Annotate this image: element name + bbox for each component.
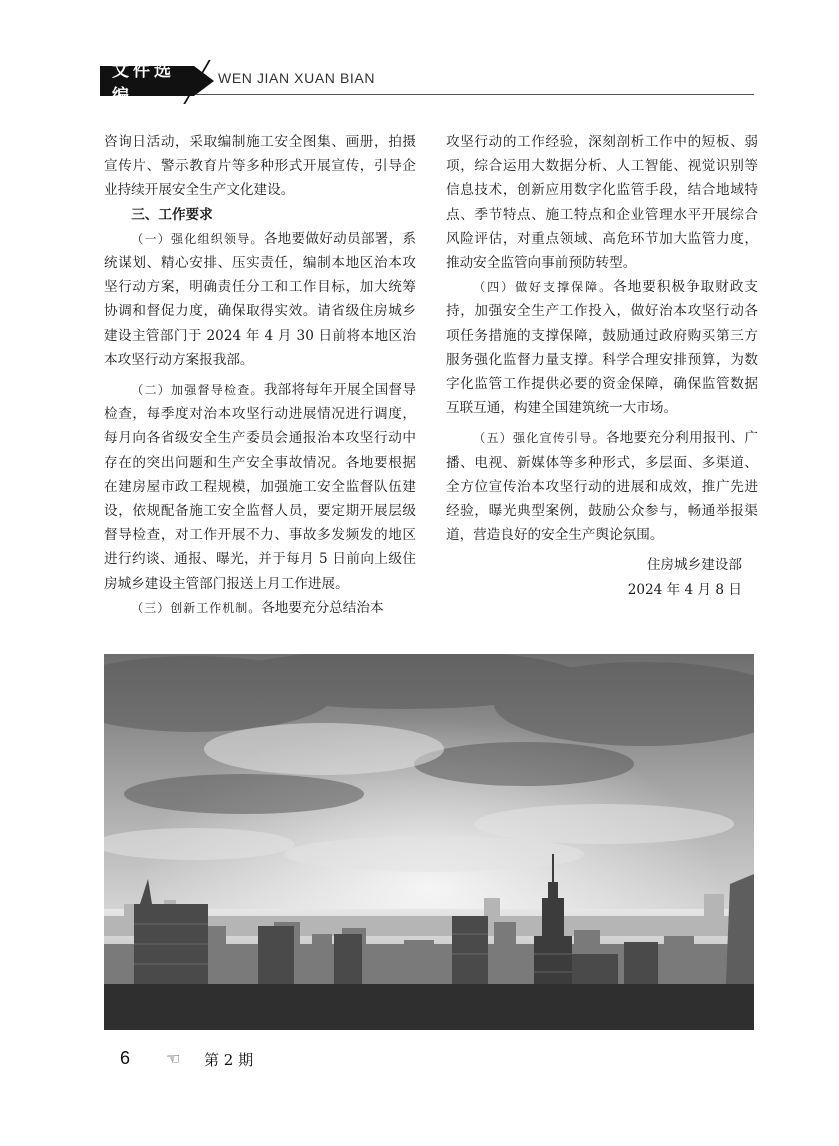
- right-column: [446, 130, 758, 602]
- item-3-text: 各地要充分总结治本: [261, 599, 384, 616]
- skyline-photo: [104, 654, 754, 1030]
- section-title-en: WEN JIAN XUAN BIAN: [218, 70, 376, 86]
- paragraph-item-5: [446, 426, 758, 547]
- section-tab: [100, 61, 194, 106]
- paragraph-item-1: [104, 227, 416, 372]
- item-5-text: 各地要充分利用报刊、广播、电视、新媒体等多种形式，多层面、多渠道、全方位宣传治本攻坚行动的进展和成效，推广先进经验，曝光典型案例，鼓励公众参与，畅通举报渠道，营造良好的安全生产舆论氛围。: [446, 430, 758, 544]
- page-number: 6: [120, 1048, 131, 1068]
- section-title-cn: 文件选编: [112, 61, 175, 106]
- item-1-text: 各地要做好动员部署，系统谋划、精心安排、压实责任，编制本地区治本攻坚行动方案，明确责任分工和工作目标，加大统筹协调和督促力度，确保取得实效。请省级住房城乡建设主管部门于 2024 年 4 月 30 日前将本地区治本攻坚行动方案报我部。: [104, 230, 416, 368]
- item-5-title: （五）强化宣传引导。: [473, 431, 606, 446]
- paragraph-item-3-cont: 攻坚行动的工作经验，深刻剖析工作中的短板、弱项，综合运用大数据分析、人工智能、视觉识别等信息技术，创新应用数字化监管手段，结合地域特点、季节特点、施工特点和企业管理水平开展综合风险评估，对重点领域、高危环节加大监管力度，推动安全监管向事前预防转型。: [446, 134, 758, 272]
- pointing-hand-icon: ☜: [166, 1049, 181, 1068]
- item-2-text: 我部将每年开展全国督导检查，每季度对治本攻坚行动进展情况进行调度，每月向各省级安全生产委员会通报治本攻坚行动中存在的突出问题和生产安全事故情况。各地要根据在建房屋市政工程规模，加强施工安全监督队伍建设，依规配备施工安全监督人员，要定期开展层级督导检查，对工作开展不力、事故多发频发的地区进行约谈、通报、曝光，并于每月 5 日前向上级住房城乡建设主管部门报送上月工作进展。: [104, 382, 416, 592]
- paragraph-item-2: [104, 378, 416, 596]
- signature-date: 2024 年 4 月 8 日: [627, 581, 742, 598]
- item-4-title: （四）做好支撑保障。: [473, 280, 614, 295]
- header-rule: [196, 94, 754, 95]
- paragraph-item-4: [446, 275, 758, 420]
- paragraph-item-3: [104, 596, 416, 620]
- item-1-title: （一）强化组织领导。: [131, 231, 264, 246]
- heading-work-requirements: 三、工作要求: [131, 206, 213, 223]
- issue-label: 第 2 期: [204, 1051, 254, 1069]
- item-4-text: 各地要积极争取财政支持，加强安全生产工作投入，做好治本攻坚行动各项任务措施的支撑保障，鼓励通过政府购买第三方服务强化监督力量支撑。科学合理安排预算，为数字化监管工作提供必要的资金保障，确保监管数据互联互通，构建全国建筑统一大市场。: [446, 279, 758, 417]
- item-2-title: （二）加强督导检查。: [131, 383, 264, 398]
- left-column: [104, 130, 416, 620]
- signature-org: 住房城乡建设部: [646, 557, 742, 574]
- item-3-title: （三）创新工作机制。: [131, 600, 262, 615]
- paragraph-intro-cont: 咨询日活动，采取编制施工安全图集、画册，拍摄宣传片、警示教育片等多种形式开展宣传，引导企业持续开展安全生产文化建设。: [104, 134, 416, 199]
